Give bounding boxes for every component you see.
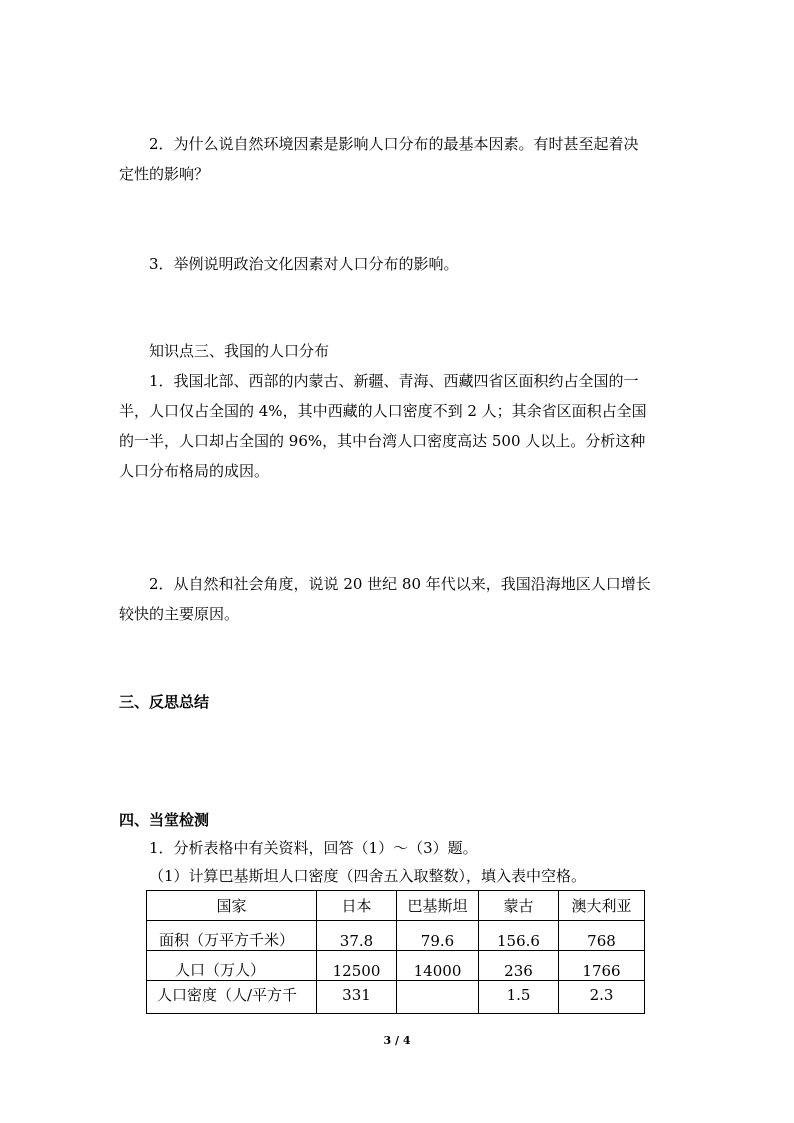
table-cell: 2.3 (559, 981, 645, 1014)
table-header-cell: 国家 (147, 891, 317, 921)
table-cell: 37.8 (317, 921, 397, 951)
kp3-question-2-line-2: 较快的主要原因。 (119, 605, 240, 623)
kp3-question-1-line-2: 半，人口仅占全国的 4%，其中西藏的人口密度不到 2 人；其余省区面积占全国 (119, 402, 647, 420)
table-header-cell: 日本 (317, 891, 397, 921)
kp3-question-2-line-1: 2．从自然和社会角度，说说 20 世纪 80 年代以来，我国沿海地区人口增长 (149, 575, 651, 593)
table-cell: 面积（万平方千米） (147, 921, 317, 951)
page-number: 3 / 4 (383, 1034, 411, 1047)
table-row (147, 951, 645, 981)
table-cell: 1.5 (479, 981, 559, 1014)
table-header-cell: 巴基斯坦 (397, 891, 479, 921)
table-row (147, 921, 645, 951)
kp3-question-1-line-4: 人口分布格局的成因。 (119, 462, 270, 480)
table-cell: 236 (479, 951, 559, 981)
table-cell: 14000 (397, 951, 479, 981)
table-cell: 人口密度（人/平方千 (147, 981, 317, 1014)
section-3-heading: 三、反思总结 (119, 693, 210, 711)
table-row (147, 981, 645, 1014)
table-cell: 12500 (317, 951, 397, 981)
table-header-row (147, 891, 645, 921)
table-cell: 79.6 (397, 921, 479, 951)
question-3-line-1: 3．举例说明政治文化因素对人口分布的影响。 (149, 255, 459, 273)
table-cell-blank[interactable] (397, 981, 479, 1014)
section-4-sub-question-1: （1）计算巴基斯坦人口密度（四舍五入取整数），填入表中空格。 (149, 867, 587, 885)
table-cell: 331 (317, 981, 397, 1014)
knowledge-point-3-title: 知识点三、我国的人口分布 (149, 342, 330, 360)
table-cell: 768 (559, 921, 645, 951)
question-2-line-1: 2．为什么说自然环境因素是影响人口分布的最基本因素。有时甚至起着决 (149, 135, 639, 153)
section-4-question-1: 1．分析表格中有关资料，回答（1）～（3）题。 (149, 839, 478, 857)
table-header-cell: 澳大利亚 (559, 891, 645, 921)
kp3-question-1-line-3: 的一半，人口却占全国的 96%，其中台湾人口密度高达 500 人以上。分析这种 (119, 432, 646, 450)
section-4-heading: 四、当堂检测 (119, 811, 210, 829)
table-cell: 人口（万人） (147, 951, 317, 981)
population-table (146, 890, 645, 1014)
table-header-cell: 蒙古 (479, 891, 559, 921)
table-cell: 156.6 (479, 921, 559, 951)
table-cell: 1766 (559, 951, 645, 981)
question-2-line-2: 定性的影响？ (119, 165, 210, 183)
kp3-question-1-line-1: 1．我国北部、西部的内蒙古、新疆、青海、西藏四省区面积约占全国的一 (149, 372, 639, 390)
